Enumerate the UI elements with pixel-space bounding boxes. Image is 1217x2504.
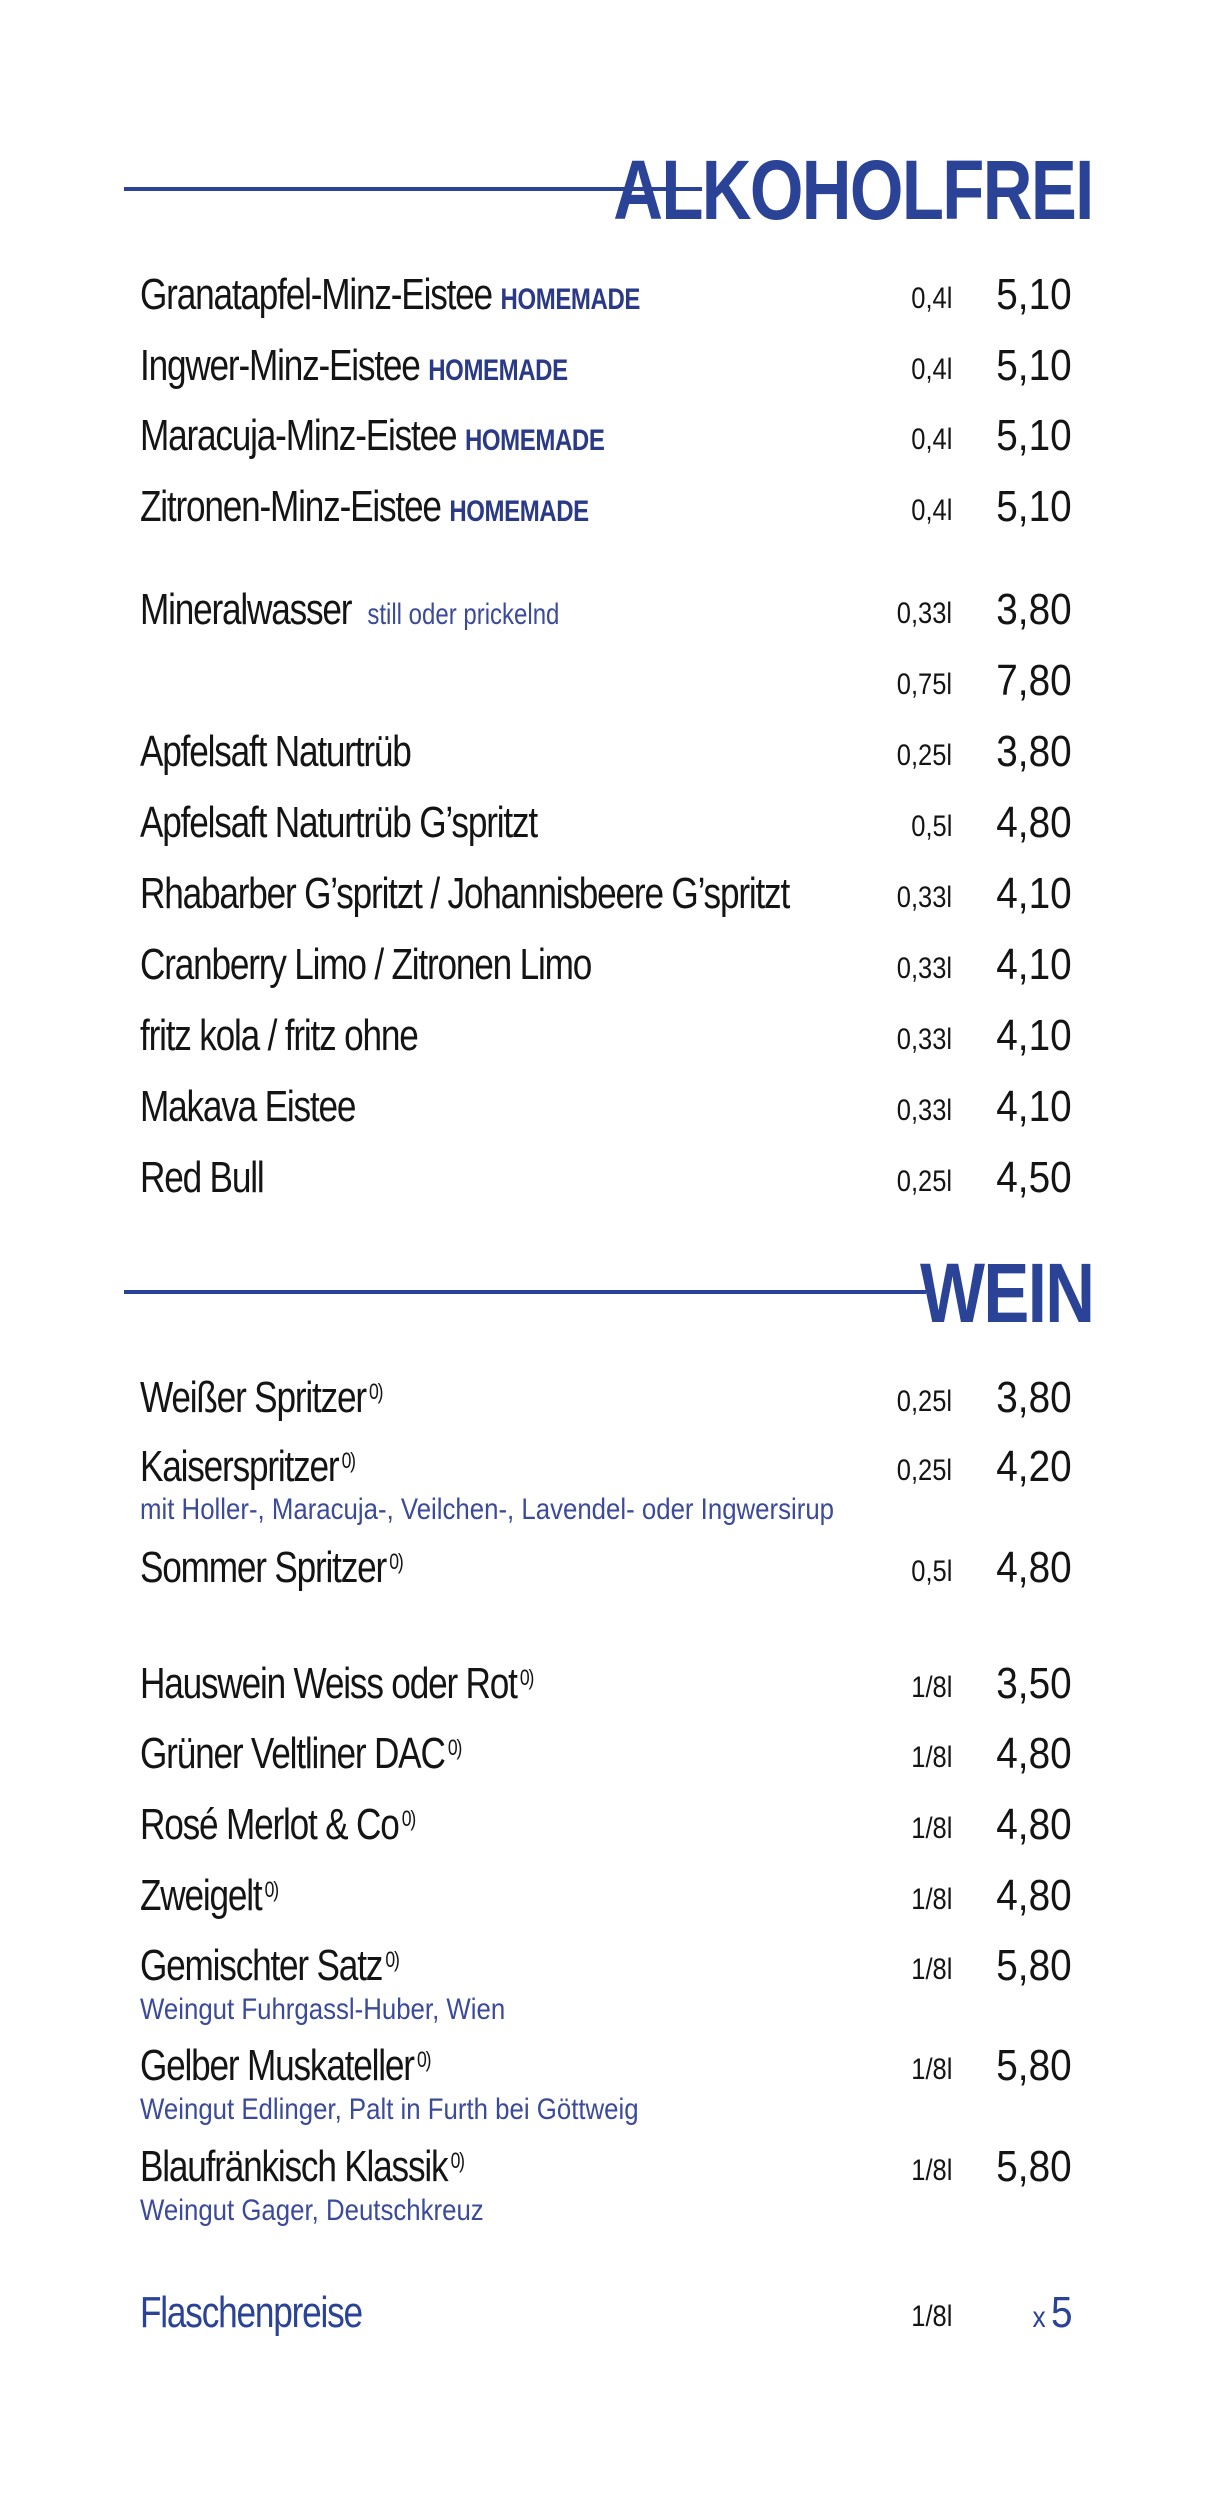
footnote-marker: 0) [341, 1448, 355, 1473]
footnote-marker: 0) [264, 1877, 278, 1902]
item-name: Kaiserspritzer [140, 1442, 339, 1491]
item-price: 7,80 [996, 656, 1072, 705]
item-name: Weißer Spritzer [140, 1373, 366, 1422]
menu-item [140, 477, 1080, 537]
item-name: Granatapfel-Minz-Eistee [140, 270, 492, 319]
item-price: 4,50 [996, 1153, 1072, 1202]
item-price: 3,80 [996, 727, 1072, 776]
winery-label: Weingut Fuhrgassl-Huber, Wien [140, 1993, 506, 2026]
menu-item [140, 2137, 1080, 2197]
item-name: Hauswein Weiss oder Rot [140, 1659, 517, 1708]
item-volume: 1/8l [910, 2300, 952, 2333]
menu-item [140, 336, 1080, 396]
section-title: WEIN [919, 1246, 1093, 1340]
multiplier-sign: x [1031, 2301, 1046, 2334]
homemade-tag: HOMEMADE [449, 495, 589, 528]
item-volume: 1/8l [910, 2154, 952, 2187]
item-volume: 1/8l [910, 1883, 952, 1916]
menu-item [140, 1866, 1080, 1926]
menu-item [140, 265, 1080, 325]
item-description: mit Holler-, Maracuja-, Veilchen-, Lavendel- oder Ingwersirup [140, 1493, 835, 1526]
item-name: Cranberry Limo / Zitronen Limo [140, 940, 592, 989]
item-price: 5,80 [996, 2041, 1072, 2090]
item-name: Apfelsaft Naturtrüb [140, 727, 411, 776]
winery-label: Weingut Edlinger, Palt in Furth bei Göttweig [140, 2093, 639, 2126]
item-price: 4,80 [996, 798, 1072, 847]
homemade-tag: HOMEMADE [428, 354, 568, 387]
item-note: still oder prickelnd [367, 598, 560, 631]
footnote-marker: 0) [450, 2148, 464, 2173]
footnote-marker: 0) [401, 1806, 416, 1831]
item-name: fritz kola / fritz ohne [140, 1011, 418, 1060]
item-name: Apfelsaft Naturtrüb G’spritzt [140, 798, 537, 847]
menu-item [140, 1724, 1080, 1784]
menu-item [140, 1368, 1080, 1428]
footnote-marker: 0) [417, 2047, 431, 2072]
item-name: Zweigelt [140, 1871, 262, 1920]
menu-item [140, 935, 1080, 995]
item-name: Red Bull [140, 1153, 264, 1202]
menu-item [140, 1077, 1080, 1137]
item-volume: 0,33l [896, 1023, 952, 1056]
item-volume: 0,33l [896, 1094, 952, 1127]
item-name: Gemischter Satz [140, 1941, 383, 1990]
footnote-marker: 0) [389, 1549, 403, 1574]
item-price: 4,80 [996, 1729, 1072, 1778]
item-volume: 0,33l [896, 881, 952, 914]
menu-item [140, 1654, 1080, 1714]
item-price: 3,80 [996, 1373, 1072, 1422]
item-volume: 0,25l [896, 1165, 952, 1198]
menu-item [140, 580, 1080, 640]
item-price: 5,10 [996, 341, 1072, 390]
item-name: Zitronen-Minz-Eistee [140, 482, 441, 531]
item-volume: 0,4l [910, 423, 952, 456]
item-volume: 0,25l [896, 1454, 952, 1487]
item-volume: 1/8l [910, 1671, 952, 1704]
menu-item [140, 1437, 1080, 1497]
item-volume: 0,33l [896, 952, 952, 985]
homemade-tag: HOMEMADE [500, 283, 640, 316]
menu-item [140, 1148, 1080, 1208]
menu-item [140, 1936, 1080, 1996]
menu-item [140, 406, 1080, 466]
item-name: Sommer Spritzer [140, 1543, 387, 1592]
item-name: Mineralwasser [140, 585, 352, 634]
item-price: 5,10 [996, 411, 1072, 460]
bottle-price-label: Flaschenpreise [140, 2288, 362, 2337]
menu-item [140, 864, 1080, 924]
item-volume: 0,5l [910, 810, 952, 843]
item-price: 4,10 [996, 869, 1072, 918]
item-volume: 0,33l [896, 597, 952, 630]
item-volume: 0,4l [910, 494, 952, 527]
item-name: Blaufränkisch Klassik [140, 2142, 448, 2191]
bottle-price-row [140, 2283, 1080, 2343]
homemade-tag: HOMEMADE [464, 424, 605, 457]
item-price: 4,20 [996, 1442, 1072, 1491]
item-price: 5,10 [996, 482, 1072, 531]
item-volume: 0,4l [910, 282, 952, 315]
menu-item [140, 2036, 1080, 2096]
menu-item [140, 1538, 1080, 1598]
item-price: 5,10 [996, 270, 1072, 319]
section-header-alkoholfrei [124, 145, 1093, 235]
item-name: Ingwer-Minz-Eistee [140, 341, 420, 390]
item-volume: 0,25l [896, 739, 952, 772]
bottle-multiplier: 5 [1050, 2288, 1072, 2337]
section-header-wein [124, 1248, 1093, 1338]
item-price: 4,80 [996, 1800, 1072, 1849]
item-price: 4,10 [996, 1011, 1072, 1060]
item-name: Rhabarber G’spritzt / Johannisbeere G’spritzt [140, 869, 790, 918]
winery-label: Weingut Gager, Deutschkreuz [140, 2194, 484, 2227]
footnote-marker: 0) [519, 1665, 534, 1690]
item-volume: 1/8l [910, 1953, 952, 1986]
menu-item [140, 722, 1080, 782]
item-volume: 0,5l [910, 1555, 952, 1588]
item-name: Grüner Veltliner DAC [140, 1729, 445, 1778]
menu-item [140, 793, 1080, 853]
item-name: Maracuja-Minz-Eistee [140, 411, 457, 460]
item-volume: 0,25l [896, 1385, 952, 1418]
item-name: Makava Eistee [140, 1082, 356, 1131]
item-price: 4,10 [996, 1082, 1072, 1131]
item-price: 4,10 [996, 940, 1072, 989]
item-price: 3,80 [996, 585, 1072, 634]
item-price: 5,80 [996, 1941, 1072, 1990]
item-volume: 1/8l [910, 1812, 952, 1845]
item-volume: 0,4l [910, 353, 952, 386]
item-volume: 1/8l [910, 2053, 952, 2086]
item-price: 3,50 [996, 1659, 1072, 1708]
footnote-marker: 0) [369, 1379, 383, 1404]
item-volume: 0,75l [896, 668, 952, 701]
menu-item [140, 1795, 1080, 1855]
item-price: 4,80 [996, 1871, 1072, 1920]
section-title: ALKOHOLFREI [613, 143, 1093, 237]
item-price: 5,80 [996, 2142, 1072, 2191]
item-price: 4,80 [996, 1543, 1072, 1592]
footnote-marker: 0) [385, 1947, 399, 1972]
item-volume: 1/8l [910, 1741, 952, 1774]
menu-item [140, 651, 1080, 711]
menu-item [140, 1006, 1080, 1066]
section-divider [124, 1290, 926, 1294]
item-name: Gelber Muskateller [140, 2041, 414, 2090]
item-name: Rosé Merlot & Co [140, 1800, 399, 1849]
footnote-marker: 0) [447, 1735, 462, 1760]
